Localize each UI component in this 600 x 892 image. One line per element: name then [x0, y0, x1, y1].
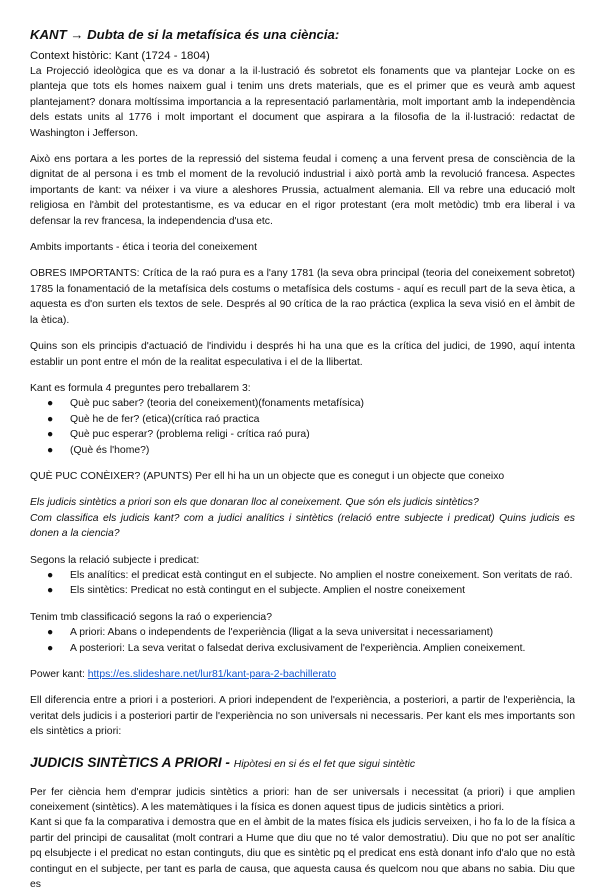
section-heading-text: JUDICIS SINTÈTICS A PRIORI - [30, 754, 230, 770]
bullet-icon: ● [47, 444, 54, 456]
paragraph-relation-intro: Segons la relació subjecte i predicat: [30, 554, 200, 566]
section-heading-synthetic-apriori [30, 754, 575, 774]
paragraph-apriori-difference: Ell diferencia entre a priori i a posteriori. A priori independent de l'experiència, a posteriori, a partir de l'experiència, la veritat dels judicis i a posteriori partir de l'experiència no son universals ni necessaris. Per kant els mes importants son els sintètics a priori: [30, 695, 575, 738]
paragraph-causality: Kant si que fa la comparativa i demostra que en el àmbit de la mates física els judicis serveixen, i ho fa lo de la física a partir del principi de causalitat (molt contrari a Hume que diu que no té valor demostratiu). Diu que no pot ser analític pq elsubjecte i el predicat no estan continguts, diu que es sintètic pq el predicat ens està donant info d'alo que no està contingut en el subjecte, per tant es parla de causa, que aquesta causa és quelcom nou que abans no sabia. Diu que es [30, 817, 575, 891]
paragraph-ambits: Ambits importants - ética i teoria del coneixement [30, 242, 257, 254]
bullet-icon: ● [47, 585, 54, 597]
power-kant-link[interactable]: https://es.slideshare.net/lur81/kant-para-2-bachillerato [87, 669, 337, 680]
paragraph-synthetic-question: Els judicis sintètics a priori son els que donaran lloc al coneixement. Que són els judicis sintètics? [30, 497, 479, 509]
paragraph-principles: Quins son els principis d'actuació de l'individu i després hi ha una que es la crítica del judici, de 1990, aquí intenta establir un pont entre el món de la realitat especulativa i el de la llibertat. [30, 341, 575, 368]
document-page [30, 26, 575, 892]
paragraph-questions-intro: Kant es formula 4 preguntes pero treballarem 3: [30, 382, 251, 394]
list-item: ● A priori: Abans o independents de l'experiència (lligat a la seva universitat i necessariament) [30, 625, 575, 640]
paragraph-feudal: Això ens portara a les portes de la repressió del sistema feudal i començ a una fervent presa de consciència de la dignitat de al persona i es tmb el moment de la revolució industrial i això portà amb la revolució francesa. Aspectes importants de kant: va néixer i va viure a aleshores Prussia, actualment alemania. Ell va rebre una educació molt religiosa en l'àmbit del protestantisme, es va educar en el rigor protestant (era molt metòdic) tmb era liberal i va defensar la rev francesa, la independencia d'usa etc. [30, 154, 575, 227]
relation-list [30, 568, 575, 599]
paragraph-classification-question: Com classifica els judicis kant? com a judici analítics i sintètics (relació entre subjecte i predicat) Quins judicis es donen a la ciencia? [30, 512, 575, 540]
bullet-icon: ● [47, 398, 54, 410]
list-item: ● (Què és l'home?) [30, 443, 575, 458]
list-item: ● Els sintètics: Predicat no està contingut en el subjecte. Amplien el nostre coneixement [30, 583, 575, 598]
list-item: ● Els analítics: el predicat està contingut en el subjecte. No amplien el nostre coneixement. Son veritats de raó. [30, 568, 575, 583]
paragraph-illustration: La Projecció ideològica que es va donar a la il·lustració és sobretot els fonaments que va plantejar Locke on es planteja que tots els homes naixem gual i tenim uns drets materials, que es el primer que es veurà amb aquest plantejament? donara moltíssima importancia a la representació parlamentària, molt important amb la independència dels estats units al 1776 i molt important el document que aspirara a la filosofia de la il·lustració: redactat de Washington i Jefferson. [30, 66, 575, 139]
bullet-icon: ● [47, 429, 54, 441]
bullet-icon: ● [47, 413, 54, 425]
bullet-icon: ● [47, 642, 54, 654]
section-heading-subtitle: Hipòtesi en si és el fet que sigui sintètic [233, 758, 416, 770]
list-item: ● Què puc saber? (teoria del coneixement)(fonaments metafísica) [30, 396, 575, 411]
paragraph-science: Per fer ciència hem d'emprar judicis sintètics a priori: han de ser universals i necessitat (a priori) i que amplien coneixement (sintètics). A les matemàtiques i la física es donen aquest tipus de judicis sintètics a priori. [30, 786, 575, 814]
power-kant-label: Power kant: [30, 669, 85, 680]
questions-list [30, 396, 575, 458]
list-item: ● Què puc esperar? (problema religi - crítica raó pura) [30, 427, 575, 442]
bullet-icon: ● [47, 627, 54, 639]
paragraph-works: OBRES IMPORTANTS: Crítica de la raó pura es a l'any 1781 (la seva obra principal (teoria del coneixement sobretot) 1785 la fonamentació de la metafísica dels costums o metafísica dels costums - aquí es recull part de la seva ètica, a aquesta es d'on surten els textos de sele. Després al 90 crítica de la rao práctica (explica la seva visió en el àmbit de la ètica). [30, 268, 575, 326]
paragraph-reason-intro: Tenim tmb classificació segons la raó o experiencia? [30, 611, 272, 623]
paragraph-knowledge: QUÈ PUC CONÈIXER? (APUNTS) Per ell hi ha un un objecte que es conegut i un objecte que coneixo [30, 470, 505, 482]
list-item: ● Què he de fer? (etica)(crítica raó practica [30, 412, 575, 427]
list-item: ● A posteriori: La seva veritat o falsedat deriva exclusivament de l'experiència. Amplien coneixement. [30, 641, 575, 656]
bullet-icon: ● [47, 569, 54, 581]
document-title: KANT → Dubta de si la metafísica és una ciència: [30, 27, 340, 42]
context-line: Context històric: Kant (1724 - 1804) [30, 50, 210, 62]
paragraph-power-kant [30, 667, 575, 682]
reason-list [30, 625, 575, 656]
